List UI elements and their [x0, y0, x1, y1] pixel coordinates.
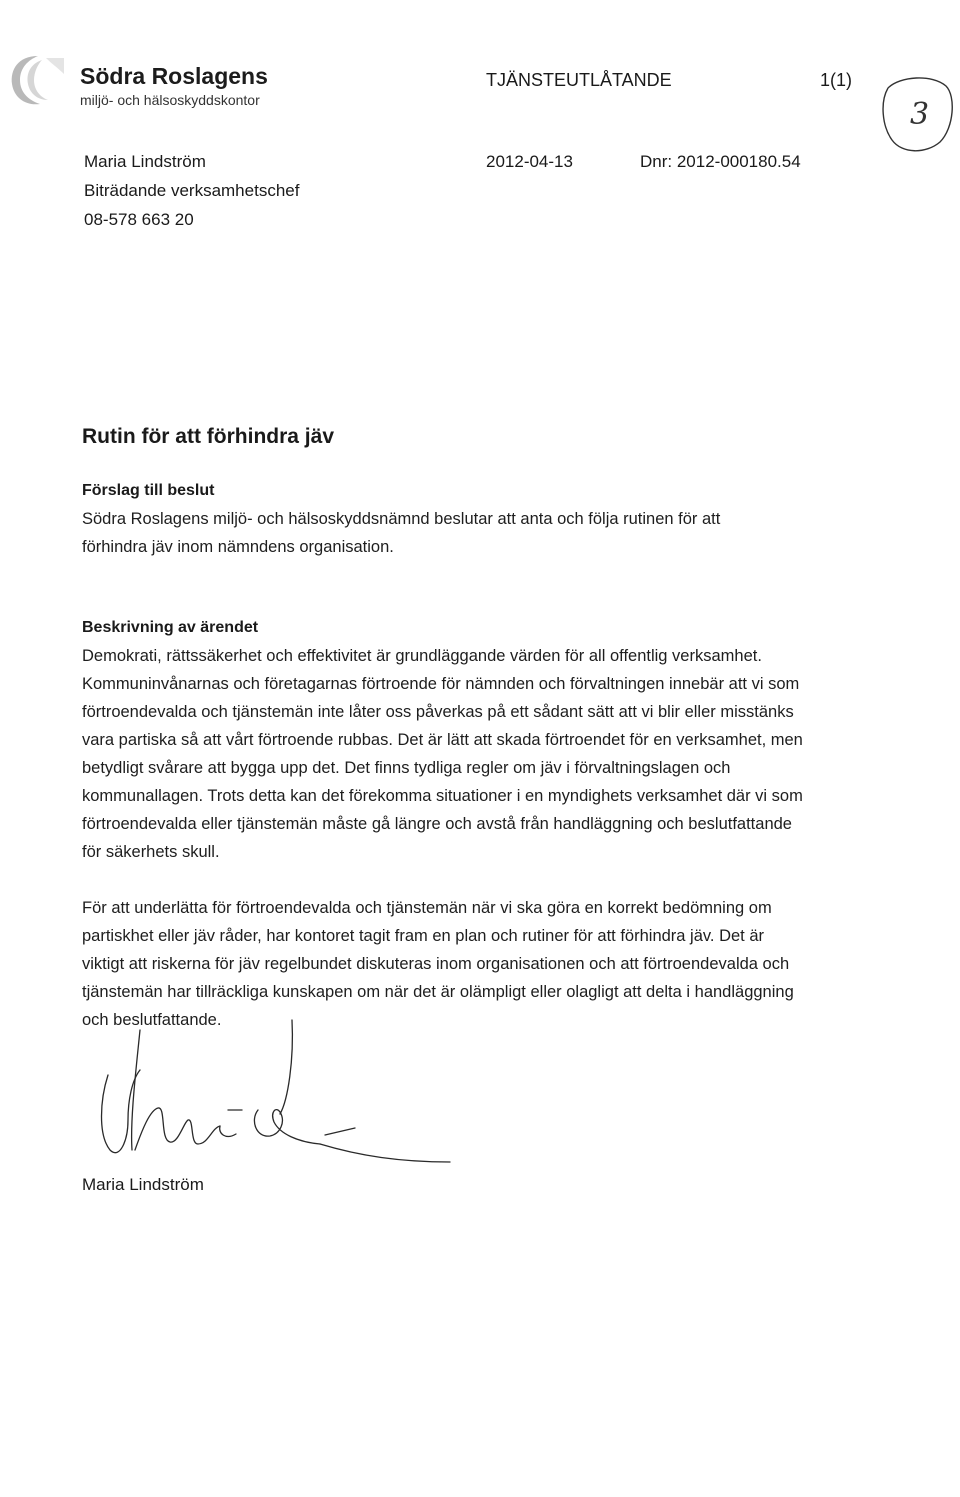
document-reference-number: Dnr: 2012-000180.54 [640, 152, 801, 171]
paragraph-line: förtroendevalda eller tjänstemän måste gå längre och avstå från handläggning och beslutfattande [82, 815, 792, 833]
proposal-heading: Förslag till beslut [82, 482, 215, 499]
author-phone: 08-578 663 20 [84, 210, 194, 229]
organization-logo-icon [8, 52, 68, 108]
paragraph-line: och beslutfattande. [82, 1011, 222, 1029]
stamp-number: 3 [910, 97, 930, 132]
paragraph-line: partiskhet eller jäv råder, har kontoret tagit fram en plan och rutiner för att förhindra jäv. Det är [82, 927, 765, 945]
handwritten-signature [80, 1010, 460, 1175]
page-count: 1(1) [820, 70, 853, 90]
paragraph-line: tjänstemän har tillräckliga kunskapen om när det är olämpligt eller olagligt att delta i handläggning [82, 983, 794, 1001]
description-paragraph [82, 642, 892, 866]
paragraph-line: Kommuninvånarnas och företagarnas förtroende för nämnden och förvaltningen innebär att vi som [82, 675, 800, 693]
organization-subtitle: miljö- och hälsoskyddskontor [80, 92, 260, 108]
paragraph-line: Södra Roslagens miljö- och hälsoskyddsnämnd beslutar att anta och följa rutinen för att [82, 510, 721, 528]
description-heading: Beskrivning av ärendet [82, 619, 259, 636]
page-title: Rutin för att förhindra jäv [82, 425, 334, 448]
document-type: TJÄNSTEUTLÅTANDE [486, 70, 672, 90]
paragraph-line: förhindra jäv inom nämndens organisation. [82, 538, 394, 556]
paragraph-line: För att underlätta för förtroendevalda och tjänstemän när vi ska göra en korrekt bedömning om [82, 899, 772, 917]
paragraph-line: vara partiska så att vårt förtroende rubbas. Det är lätt att skada förtroendet för en verksamhet, men [82, 731, 803, 749]
paragraph-line: betydligt svårare att bygga upp det. Det finns tydliga regler om jäv i förvaltningslagen och [82, 759, 731, 777]
handwritten-circle-stamp [880, 72, 956, 156]
signer-name: Maria Lindström [82, 1175, 204, 1194]
paragraph-line: förtroendevalda och tjänstemän inte låter oss påverkas på ett sådant sätt att vi blir eller misstänks [82, 703, 794, 721]
organization-name: Södra Roslagens [80, 63, 268, 89]
paragraph-line: för säkerhets skull. [82, 843, 220, 861]
paragraph-line: viktigt att riskerna för jäv regelbundet diskuteras inom organisationen och att förtroendevalda och [82, 955, 790, 973]
document-date: 2012-04-13 [486, 152, 573, 171]
author-name: Maria Lindström [84, 152, 206, 171]
proposal-paragraph [82, 505, 892, 561]
paragraph-line: Demokrati, rättssäkerhet och effektivitet är grundläggande värden för all offentlig verksamhet. [82, 647, 762, 665]
paragraph-line: kommunallagen. Trots detta kan det förekomma situationer i en myndighets verksamhet där vi som [82, 787, 803, 805]
author-title: Biträdande verksamhetschef [84, 181, 300, 200]
